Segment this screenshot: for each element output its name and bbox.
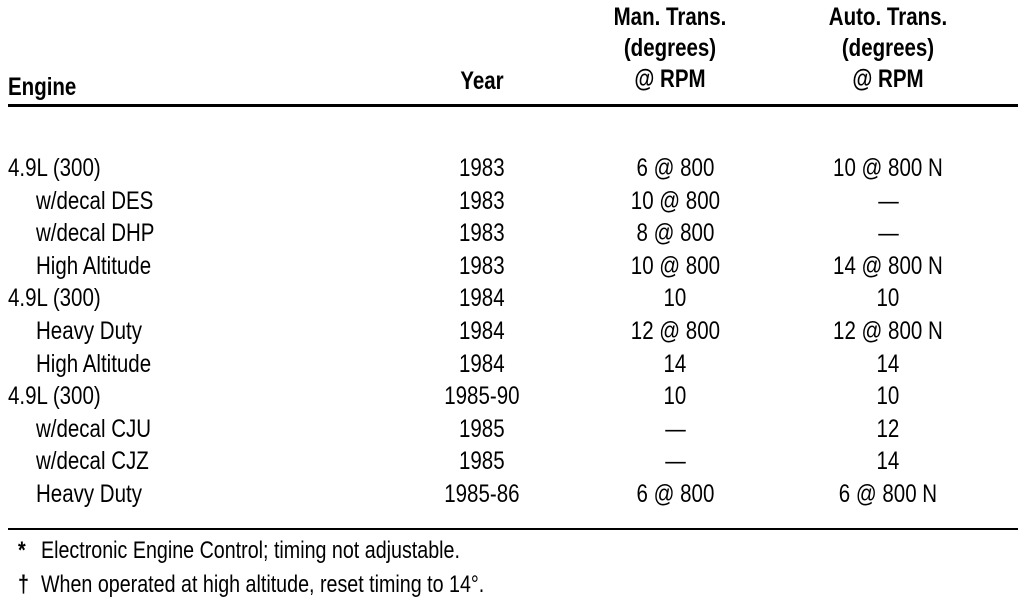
auto-trans-cell-text: 10 @ 800 N	[833, 154, 943, 182]
auto-trans-cell-text: —	[877, 187, 899, 215]
auto-trans-cell-text: 14	[876, 350, 900, 378]
year-cell-text: 1984	[459, 284, 505, 312]
auto-trans-cell-text: 12 @ 800 N	[833, 317, 943, 345]
year-column-header	[441, 66, 523, 97]
footnote	[18, 570, 484, 600]
year-cell	[432, 478, 532, 510]
engine-cell	[36, 185, 436, 217]
header-divider	[8, 104, 1018, 107]
auto-trans-header-line: @ RPM	[852, 65, 924, 93]
manual-trans-cell-text: 10 @ 800	[630, 252, 720, 280]
auto-trans-cell	[778, 478, 998, 510]
manual-trans-cell	[560, 152, 790, 184]
year-header-label: Year	[460, 67, 504, 95]
manual-trans-cell-text: 6 @ 800	[636, 480, 714, 508]
engine-cell-text: 4.9L (300)	[8, 382, 101, 410]
auto-trans-header-line: Auto. Trans.	[828, 3, 948, 31]
manual-trans-header-line: @ RPM	[634, 65, 706, 93]
auto-trans-cell	[778, 413, 998, 445]
engine-cell-text: Heavy Duty	[36, 480, 142, 508]
engine-cell	[8, 282, 408, 314]
engine-cell	[36, 315, 436, 347]
footnote-divider	[8, 528, 1018, 530]
year-cell	[432, 185, 532, 217]
auto-trans-cell-text: 12	[876, 415, 900, 443]
manual-trans-cell	[560, 380, 790, 412]
manual-trans-cell	[560, 445, 790, 477]
engine-cell	[36, 413, 436, 445]
year-cell-text: 1985	[459, 415, 505, 443]
manual-trans-cell-text: 10	[663, 382, 687, 410]
manual-trans-cell-text: 10 @ 800	[630, 187, 720, 215]
manual-trans-header-line: Man. Trans.	[613, 3, 727, 31]
manual-trans-header-line: (degrees)	[623, 34, 717, 62]
auto-trans-cell	[778, 250, 998, 282]
auto-trans-cell-text: 14	[876, 447, 900, 475]
engine-cell-text: w/decal CJU	[36, 415, 152, 443]
manual-trans-cell-text: —	[664, 447, 686, 475]
year-cell-text: 1985-90	[444, 382, 520, 410]
footnote-mark: †	[18, 571, 29, 598]
auto-trans-cell	[778, 217, 998, 249]
manual-trans-cell	[560, 217, 790, 249]
year-cell	[432, 315, 532, 347]
manual-trans-column-header	[580, 2, 760, 95]
auto-trans-cell	[778, 380, 998, 412]
engine-cell	[36, 250, 436, 282]
manual-trans-cell	[560, 282, 790, 314]
engine-cell	[36, 348, 436, 380]
auto-trans-cell	[778, 445, 998, 477]
year-cell	[432, 348, 532, 380]
manual-trans-cell-text: 14	[663, 350, 687, 378]
year-cell-text: 1983	[459, 154, 505, 182]
engine-cell	[8, 152, 408, 184]
manual-trans-cell-text: 6 @ 800	[636, 154, 714, 182]
engine-cell-text: w/decal DHP	[36, 219, 155, 247]
footnote-mark: *	[18, 537, 26, 564]
year-cell-text: 1984	[459, 350, 505, 378]
year-cell-text: 1984	[459, 317, 505, 345]
year-cell-text: 1985	[459, 447, 505, 475]
footnote-text: Electronic Engine Control; timing not adjustable.	[40, 537, 460, 564]
year-cell	[432, 380, 532, 412]
manual-trans-cell	[560, 250, 790, 282]
footnote	[18, 536, 460, 566]
year-cell-text: 1983	[459, 219, 505, 247]
year-cell	[432, 250, 532, 282]
engine-cell	[36, 478, 436, 510]
year-cell-text: 1985-86	[444, 480, 520, 508]
engine-cell-text: 4.9L (300)	[8, 284, 101, 312]
engine-cell-text: w/decal CJZ	[36, 447, 149, 475]
auto-trans-cell-text: 6 @ 800 N	[838, 480, 938, 508]
manual-trans-cell	[560, 413, 790, 445]
manual-trans-cell-text: 8 @ 800	[636, 219, 714, 247]
engine-cell	[8, 380, 408, 412]
auto-trans-cell-text: 10	[876, 284, 900, 312]
engine-cell	[36, 445, 436, 477]
auto-trans-cell	[778, 348, 998, 380]
manual-trans-cell-text: 10	[663, 284, 687, 312]
year-cell-text: 1983	[459, 187, 505, 215]
auto-trans-cell-text: —	[877, 219, 899, 247]
manual-trans-cell	[560, 315, 790, 347]
auto-trans-cell	[778, 315, 998, 347]
manual-trans-cell	[560, 478, 790, 510]
engine-cell-text: 4.9L (300)	[8, 154, 101, 182]
engine-cell-text: w/decal DES	[36, 187, 154, 215]
year-cell	[432, 445, 532, 477]
auto-trans-cell	[778, 185, 998, 217]
manual-trans-cell-text: —	[664, 415, 686, 443]
manual-trans-cell-text: 12 @ 800	[630, 317, 720, 345]
engine-cell-text: High Altitude	[36, 252, 152, 280]
auto-trans-cell	[778, 282, 998, 314]
engine-cell-text: High Altitude	[36, 350, 152, 378]
engine-column-header	[8, 72, 76, 103]
engine-cell	[36, 217, 436, 249]
auto-trans-header-line: (degrees)	[841, 34, 935, 62]
auto-trans-cell	[778, 152, 998, 184]
auto-trans-cell-text: 10	[876, 382, 900, 410]
year-cell	[432, 413, 532, 445]
year-cell	[432, 282, 532, 314]
engine-header-label: Engine	[8, 73, 77, 101]
auto-trans-cell-text: 14 @ 800 N	[833, 252, 943, 280]
engine-cell-text: Heavy Duty	[36, 317, 142, 345]
manual-trans-cell	[560, 185, 790, 217]
year-cell	[432, 152, 532, 184]
year-cell-text: 1983	[459, 252, 505, 280]
year-cell	[432, 217, 532, 249]
footnote-text: When operated at high altitude, reset timing to 14°.	[40, 571, 485, 598]
auto-trans-column-header	[798, 2, 978, 95]
manual-trans-cell	[560, 348, 790, 380]
